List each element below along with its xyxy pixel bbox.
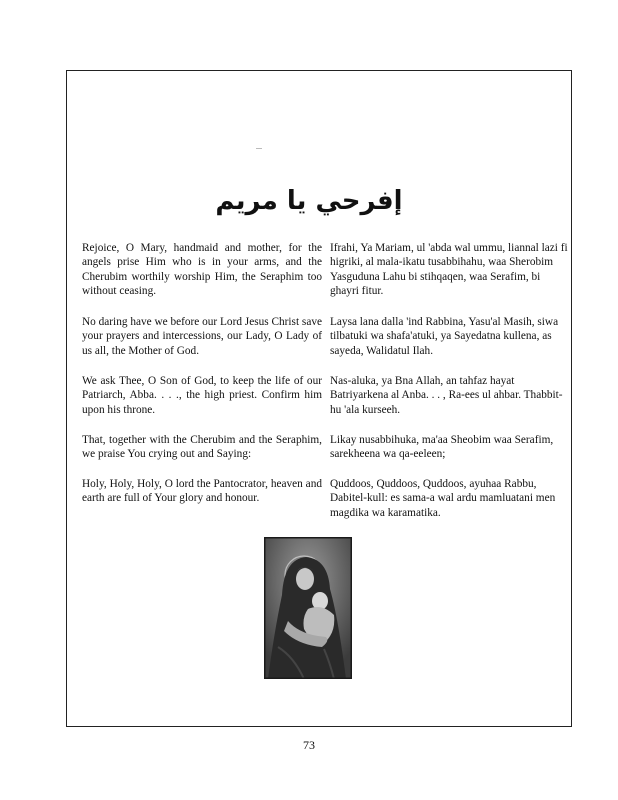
page-number: 73 [303,738,315,752]
english-paragraph: No daring have we before our Lord Jesus Christ save your prayers and intercessions, our Lady, O Lady of us all, the Mother of God. [82,316,322,357]
transliteration-paragraph: Likay nusabbihuka, ma'aa Sheobim waa Serafim, sarekheena wa qa-eeleen; [330,434,554,461]
english-column [82,241,322,522]
transliteration-paragraph: Quddoos, Quddoos, Quddoos, ayuhaa Rabbu, Dabitel-kull: es sama-a wal ardu mamluatani men magdika wa karamatika. [330,478,556,519]
transliteration-paragraph: Nas-aluka, ya Bna Allah, an tahfaz hayat Batriyarkena al Anba. . . , Ra-ees ul ahbar. Thabbit-hu 'ala kurseeh. [330,375,563,416]
transliteration-column [330,241,570,536]
transliteration-paragraph: Ifrahi, Ya Mariam, ul 'abda wal ummu, liannal lazi fi higriki, al mala-ikatu tusabbihahu, waa Sherobim Yasguduna Lahu bi stihqaqen, waa Serafim, bi ghayri fitur. [330,242,568,298]
madonna-and-child-image [264,537,352,679]
transliteration-paragraph: Laysa lana dalla 'ind Rabbina, Yasu'al Masih, siwa tilbatuki wa shafa'atuki, ya Sayedatna kullena, as sayeda, Walidatul Ilah. [330,316,559,357]
english-paragraph: Rejoice, O Mary, handmaid and mother, for the angels prise Him who is in your arms, and the Cherubim worthily worship Him, the Seraphim too without ceasing. [82,242,322,298]
scan-mark [256,148,262,149]
english-paragraph: Holy, Holy, Holy, O lord the Pantocrator, heaven and earth are full of Your glory and honour. [82,478,322,505]
english-paragraph: That, together with the Cherubim and the Seraphim, we praise You crying out and Saying: [82,434,322,461]
english-paragraph: We ask Thee, O Son of God, to keep the life of our Patriarch, Abba. . . ., the high priest. Confirm him upon his throne. [82,375,322,416]
arabic-title: إفرحي يا مريم [215,186,403,216]
madonna-illustration [264,537,352,679]
